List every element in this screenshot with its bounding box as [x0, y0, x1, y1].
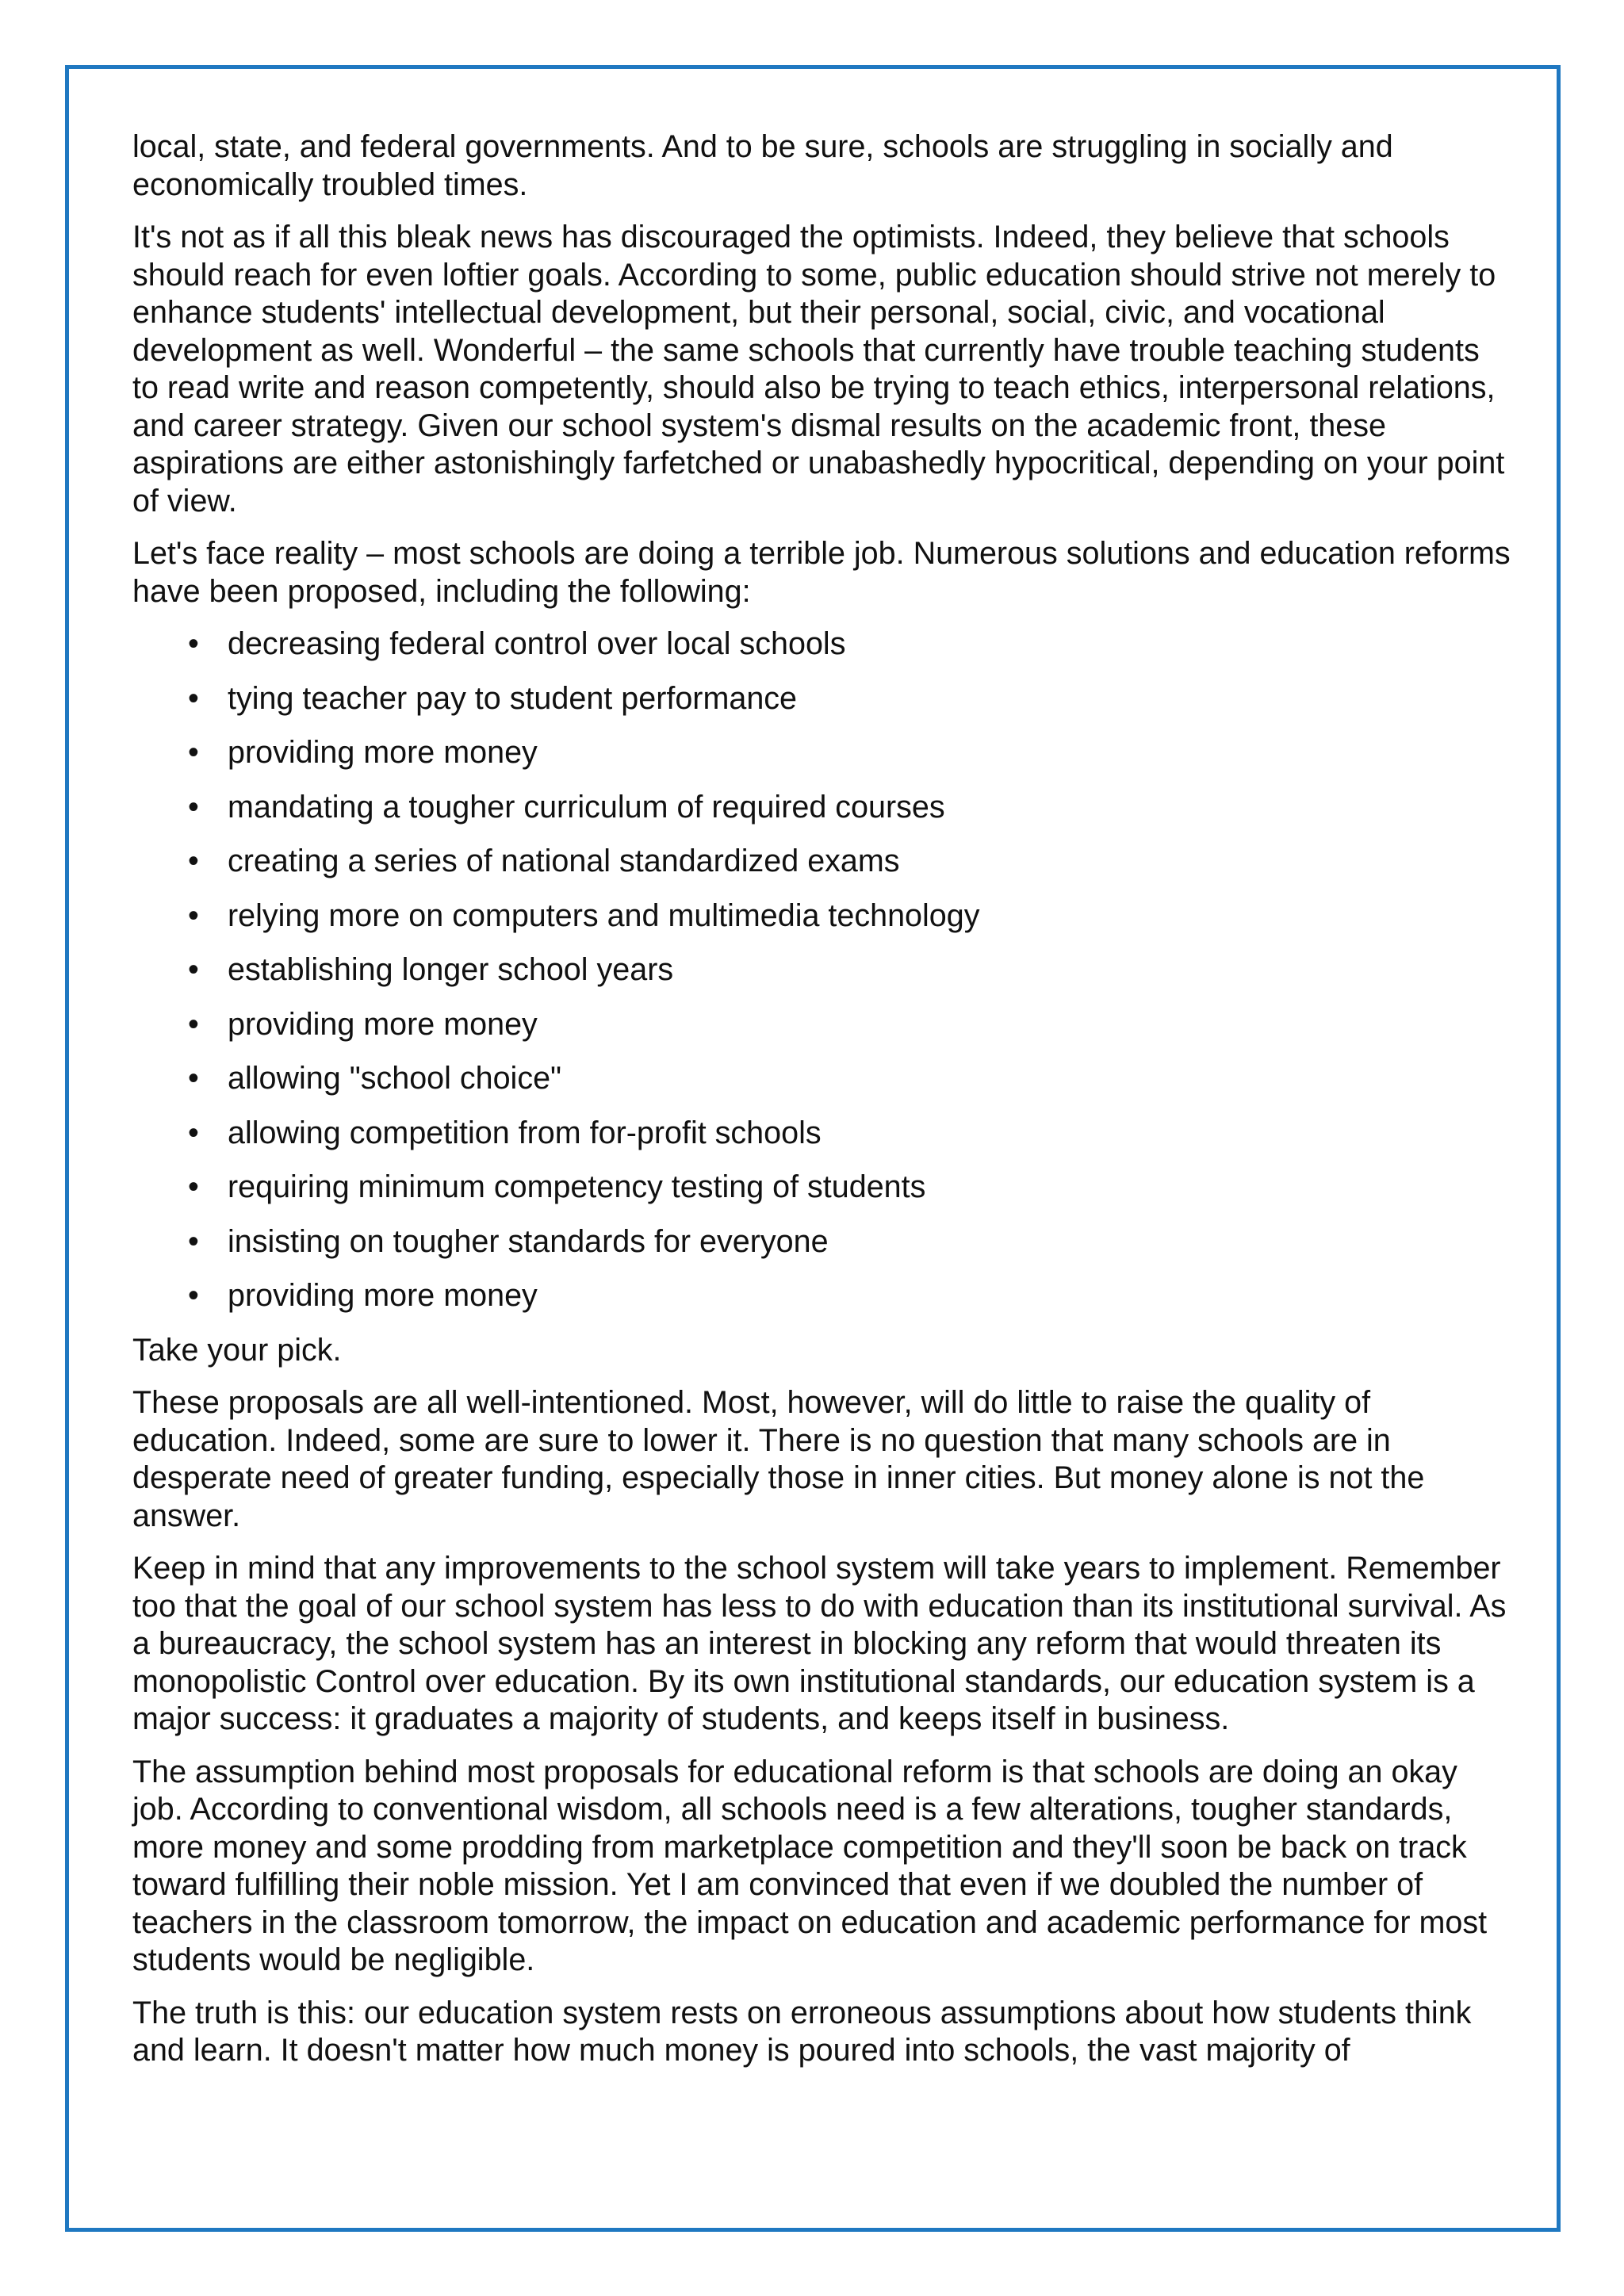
list-item-text: tying teacher pay to student performance — [228, 680, 798, 716]
list-item-text: mandating a tougher curriculum of required courses — [228, 789, 945, 825]
list-item — [132, 1277, 1512, 1315]
paragraph: The truth is this: our education system rests on erroneous assumptions about how students think and learn. It doesn't matter how much money is poured into schools, the vast majority of — [132, 1995, 1472, 2068]
list-item — [132, 680, 1512, 718]
bullet-icon: • — [188, 1223, 199, 1259]
list-item — [132, 626, 1512, 664]
paragraph: Keep in mind that any improvements to the school system will take years to implement. Remember too that the goal of our school system has less to do with education than its institutional survival. As a bureaucracy, the school system has an interest in blocking any reform that would threaten its monopolistic Control over education. By its own institutional standards, our education system is a major success: it graduates a majority of students, and keeps itself in business. — [132, 1551, 1507, 1736]
paragraph: Let's face reality – most schools are doing a terrible job. Numerous solutions and education reforms have been proposed, including the following: — [132, 536, 1511, 609]
list-item-text: providing more money — [228, 735, 538, 770]
bullet-icon: • — [188, 1115, 199, 1150]
list-item — [132, 1115, 1512, 1153]
paragraph: These proposals are all well-intentioned. Most, however, will do little to raise the quality of education. Indeed, some are sure to lower it. There is no question that many schools are in desperate need of greater funding, especially those in inner cities. But money alone is not the answer. — [132, 1385, 1425, 1533]
list-item — [132, 734, 1512, 772]
bullet-icon: • — [188, 897, 199, 933]
document-body — [132, 128, 1512, 2085]
list-item-text: establishing longer school years — [228, 952, 674, 987]
list-item — [132, 1223, 1512, 1261]
paragraph: The assumption behind most proposals for educational reform is that schools are doing an okay job. According to conventional wisdom, all schools need is a few alterations, tougher standards, more money and some prodding from marketplace competition and they'll soon be back on track toward fulfilling their noble mission. Yet I am convinced that even if we doubled the number of teachers in the classroom tomorrow, the impact on education and academic performance for most students would be negligible. — [132, 1754, 1488, 1977]
list-item-text: decreasing federal control over local schools — [228, 626, 846, 661]
list-item — [132, 897, 1512, 936]
bullet-icon: • — [188, 735, 199, 770]
paragraph: It's not as if all this bleak news has discouraged the optimists. Indeed, they believe that schools should reach for even loftier goals. According to some, public education should strive not merely to enhance students' intellectual development, but their personal, social, civic, and vocational development as well. Wonderful – the same schools that currently have trouble teaching students to read write and reason competently, should also be trying to teach ethics, interpersonal relations, and career strategy. Given our school system's dismal results on the academic front, these aspirations are either astonishingly farfetched or unabashedly hypocritical, depending on your point of view. — [132, 220, 1505, 519]
list-item-text: insisting on tougher standards for everyone — [228, 1223, 829, 1259]
bullet-icon: • — [188, 1061, 199, 1096]
list-item-text: allowing competition from for-profit schools — [228, 1115, 822, 1150]
list-item-text: creating a series of national standardized exams — [228, 844, 900, 878]
list-item-text: allowing "school choice" — [228, 1061, 562, 1096]
list-item — [132, 1060, 1512, 1098]
list-item — [132, 1169, 1512, 1207]
reform-list — [132, 626, 1512, 1315]
paragraph: Take your pick. — [132, 1332, 342, 1368]
list-item-text: providing more money — [228, 1278, 538, 1313]
list-item — [132, 843, 1512, 881]
list-item — [132, 951, 1512, 989]
bullet-icon: • — [188, 1169, 199, 1204]
paragraph: local, state, and federal governments. And to be sure, schools are struggling in socially and economically troubled times. — [132, 129, 1393, 202]
bullet-icon: • — [188, 952, 199, 987]
list-item-text: relying more on computers and multimedia technology — [228, 897, 980, 933]
bullet-icon: • — [188, 1278, 199, 1313]
list-item-text: providing more money — [228, 1006, 538, 1042]
list-item — [132, 789, 1512, 827]
bullet-icon: • — [188, 789, 199, 825]
list-item-text: requiring minimum competency testing of students — [228, 1169, 926, 1204]
bullet-icon: • — [188, 844, 199, 878]
list-item — [132, 1006, 1512, 1044]
bullet-icon: • — [188, 626, 199, 661]
bullet-icon: • — [188, 680, 199, 716]
bullet-icon: • — [188, 1006, 199, 1042]
